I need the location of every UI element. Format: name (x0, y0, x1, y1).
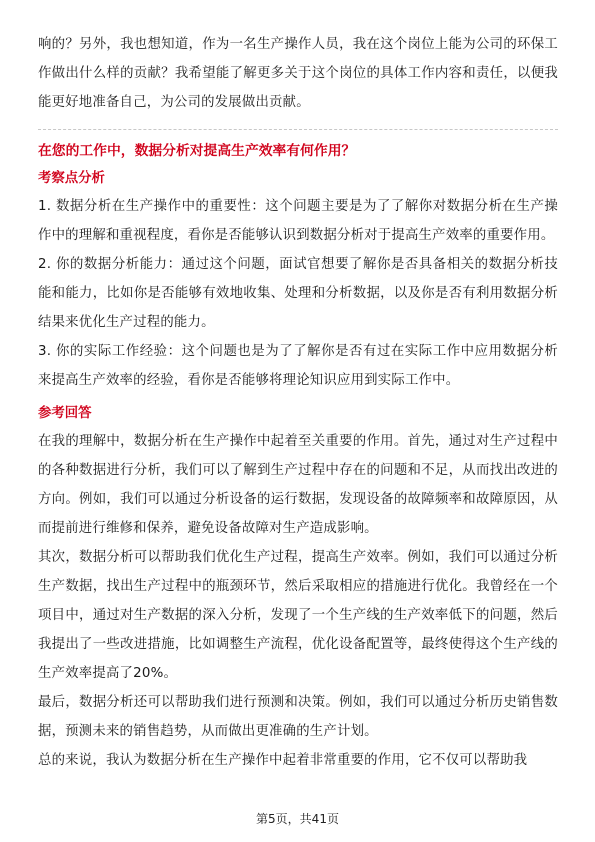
page-footer: 第5页，共41页 (256, 812, 339, 826)
analysis-point: 2. 你的数据分析能力：通过这个问题，面试官想要了解你是否具备相关的数据分析技能和能力，比如你是否能够有效地收集、处理和分析数据，以及你是否有利用数据分析结果来优化生产过程的能力。 (38, 257, 558, 330)
analysis-title: 考察点分析 (38, 171, 105, 186)
intro-paragraph: 响的？另外，我也想知道，作为一名生产操作人员，我在这个岗位上能为公司的环保工作做出什么样的贡献？我希望能了解更多关于这个岗位的具体工作内容和责任，以便我能更好地准备自己，为公司的发展做出贡献。 (38, 37, 558, 110)
answer-paragraph: 在我的理解中，数据分析在生产操作中起着至关重要的作用。首先，通过对生产过程中的各种数据进行分析，我们可以了解到生产过程中存在的问题和不足，从而找出改进的方向。例如，我们可以通过分析设备的运行数据，发现设备的故障频率和故障原因，从而提前进行维修和保养，避免设备故障对生产造成影响。 (38, 434, 558, 536)
answer-title: 参考回答 (38, 406, 92, 421)
answer-paragraph: 总的来说，我认为数据分析在生产操作中起着非常重要的作用，它不仅可以帮助我 (38, 753, 528, 768)
answer-paragraph: 最后，数据分析还可以帮助我们进行预测和决策。例如，我们可以通过分析历史销售数据，预测未来的销售趋势，从而做出更准确的生产计划。 (38, 695, 558, 739)
answer-paragraph: 其次，数据分析可以帮助我们优化生产过程，提高生产效率。例如，我们可以通过分析生产数据，找出生产过程中的瓶颈环节，然后采取相应的措施进行优化。我曾经在一个项目中，通过对生产数据的深入分析，发现了一个生产线的生产效率低下的问题，然后我提出了一些改进措施，比如调整生产流程，优化设备配置等，最终使得这个生产线的生产效率提高了20%。 (38, 550, 558, 681)
analysis-point: 3. 你的实际工作经验：这个问题也是为了了解你是否有过在实际工作中应用数据分析来提高生产效率的经验，看你是否能够将理论知识应用到实际工作中。 (38, 344, 558, 388)
document-page (38, 30, 558, 775)
analysis-point: 1. 数据分析在生产操作中的重要性：这个问题主要是为了了解你对数据分析在生产操作中的理解和重视程度，看你是否能够认识到数据分析对于提高生产效率的重要作用。 (38, 199, 558, 243)
interview-question: 在您的工作中，数据分析对提高生产效率有何作用？ (38, 143, 356, 159)
section-divider (38, 129, 558, 130)
